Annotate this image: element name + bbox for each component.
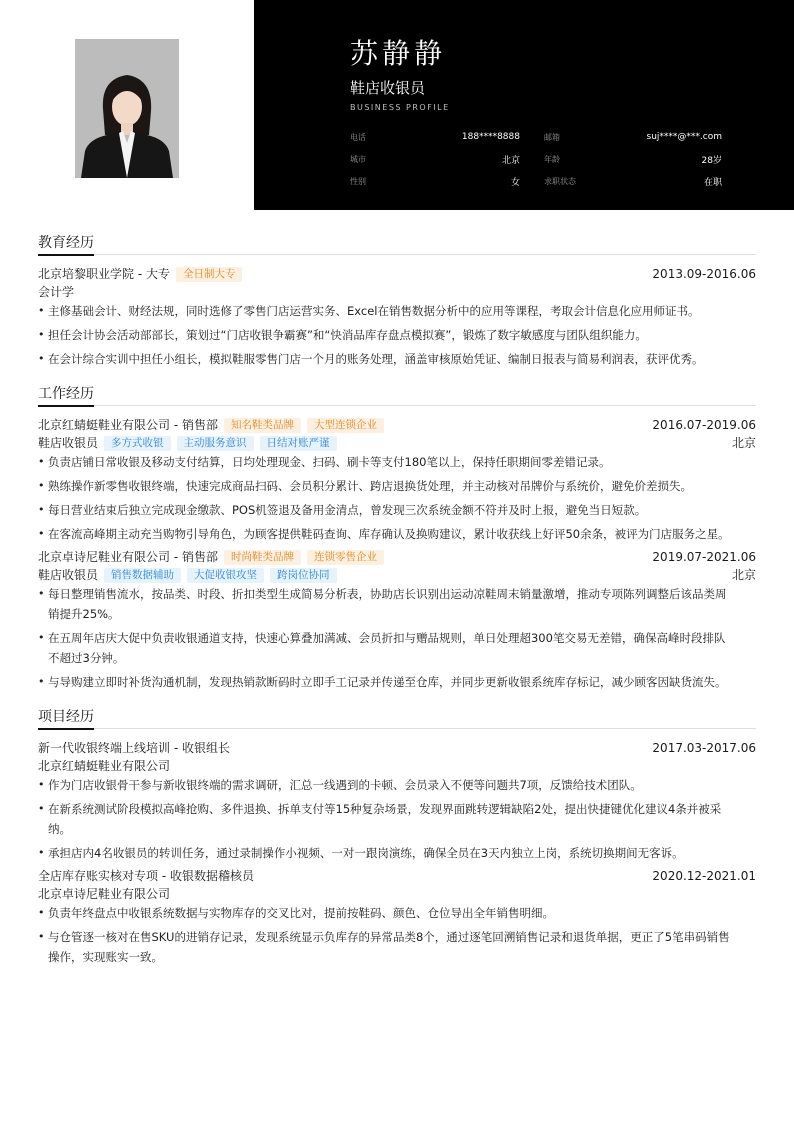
list-item: • 与仓管逐一核对在售SKU的进销存记录，发现系统显示负库存的异常品类8个，通过逐笔回溯销售记录和退货单据，更正了5笔串码销售操作，实现账实一致。 [38,927,756,967]
info-value: 28岁 [701,155,722,166]
list-item: • 在客流高峰期主动充当购物引导角色，为顾客提供鞋码查询、库存确认及换购建议，累计收获线上好评50余条，被评为门店服务之星。 [38,524,756,544]
resume-header [0,0,794,210]
entry-subheading [38,434,756,452]
entry-date: 2019.07-2021.06 [652,550,756,564]
entry-subheading [38,566,756,584]
major-name: 会计学 [38,285,75,299]
info-value: 北京 [501,155,520,166]
company-tag: 连锁零售企业 [307,550,384,565]
entry-subheading-left [38,434,337,452]
info-label: 邮箱 [544,132,560,142]
info-row [350,148,722,170]
work-city: 北京 [731,568,756,582]
candidate-name: 苏静静 [350,37,447,70]
entry-heading [38,548,756,566]
role-name: 鞋店收银员 [38,568,99,582]
entry-date: 2017.03-2017.06 [652,741,756,755]
entry-heading [38,416,756,434]
entry-date: 2016.07-2019.06 [652,418,756,432]
contact-info-grid [350,126,722,192]
bullet-list [38,584,756,692]
company-tag: 知名鞋类品牌 [224,418,301,433]
entry-subheading [38,885,756,903]
skill-tag: 销售数据辅助 [104,568,181,583]
education-entry [38,265,756,369]
header-panel [254,0,794,210]
list-item: • 每日整理销售流水，按品类、时段、折扣类型生成简易分析表，协助店长识别出运动凉鞋周末销量激增，推动专项陈列调整后该品类周销提升25%。 [38,584,756,624]
entry-heading-left [38,548,384,566]
list-item: • 承担店内4名收银员的转训任务，通过录制操作小视频、一对一跟岗演练，确保全员在3天内独立上岗，系统切换期间无客诉。 [38,843,756,863]
info-age [536,153,722,166]
role-name: 鞋店收银员 [38,436,99,450]
project-name: 新一代收银终端上线培训 - 收银组长 [38,741,230,755]
list-item: • 在新系统测试阶段模拟高峰抢购、多件退换、拆单支付等15种复杂场景，发现界面跳转逻辑缺陷2处，提出快捷键优化建议4条并被采纳。 [38,799,756,839]
section-header [38,383,756,406]
info-label: 性别 [350,176,366,186]
bullet-list [38,452,756,544]
info-gender [350,175,536,188]
list-item: • 负责店铺日常收银及移动支付结算，日均处理现金、扫码、刷卡等支付180笔以上，保持任职期间零差错记录。 [38,452,756,472]
profile-photo [75,39,179,178]
list-item: • 在会计综合实训中担任小组长，模拟鞋服零售门店一个月的账务处理，涵盖审核原始凭证、编制日报表与简易利润表，获评优秀。 [38,349,756,369]
info-value: 在职 [703,177,722,188]
entry-heading [38,739,756,757]
work-city: 北京 [731,436,756,450]
skill-tag: 大促收银攻坚 [187,568,264,583]
project-company: 北京卓诗尼鞋业有限公司 [38,887,171,901]
info-label: 电话 [350,132,366,142]
list-item: • 每日营业结束后独立完成现金缴款、POS机签退及备用金清点，曾发现三次系统金额不符并及时上报，避免当日短款。 [38,500,756,520]
project-section [38,706,756,967]
section-title: 项目经历 [38,707,94,730]
info-city [350,153,536,166]
info-value: suj****@***.com [646,132,722,142]
bullet-list [38,775,756,863]
info-row [350,170,722,192]
section-header [38,706,756,729]
info-row [350,126,722,148]
project-entry [38,739,756,863]
info-label: 城市 [350,154,366,164]
company-name: 北京红蜻蜓鞋业有限公司 - 销售部 [38,418,218,432]
resume-body [38,232,756,981]
work-section [38,383,756,692]
company-tag: 时尚鞋类品牌 [224,550,301,565]
work-entry [38,416,756,544]
entry-subheading-left [38,566,337,584]
company-name: 北京卓诗尼鞋业有限公司 - 销售部 [38,550,218,564]
school-name: 北京培黎职业学院 - 大专 [38,267,170,281]
skill-tag: 主动服务意识 [177,436,254,451]
portrait-illustration [75,39,179,178]
info-label: 年龄 [544,154,560,164]
list-item: • 担任会计协会活动部部长，策划过“门店收银争霸赛”和“快消品库存盘点模拟赛”，锻炼了数字敏感度与团队组织能力。 [38,325,756,345]
project-entry [38,867,756,967]
info-email [536,132,722,143]
entry-date: 2013.09-2016.06 [652,267,756,281]
job-title: 鞋店收银员 [350,79,426,97]
list-item: • 作为门店收银骨干参与新收银终端的需求调研，汇总一线遇到的卡顿、会员录入不便等问题共7项，反馈给技术团队。 [38,775,756,795]
info-value: 188****8888 [461,132,520,142]
section-title: 工作经历 [38,384,94,407]
section-title: 教育经历 [38,233,94,256]
list-item: • 与导购建立即时补货沟通机制，发现热销款断码时立即手工记录并传递至仓库，并同步更新收银系统库存标记，减少顾客因缺货流失。 [38,672,756,692]
project-company: 北京红蜻蜓鞋业有限公司 [38,759,171,773]
section-header [38,232,756,255]
bullet-list [38,301,756,369]
skill-tag: 日结对账严谨 [260,436,337,451]
list-item: • 主修基础会计、财经法规，同时选修了零售门店运营实务、Excel在销售数据分析中的应用等课程，考取会计信息化应用师证书。 [38,301,756,321]
entry-heading [38,265,756,283]
entry-heading-left [38,265,242,283]
entry-subheading [38,757,756,775]
education-tag: 全日制大专 [176,267,243,282]
skill-tag: 跨岗位协同 [270,568,337,583]
entry-heading [38,867,756,885]
work-entry [38,548,756,692]
list-item: • 在五周年店庆大促中负责收银通道支持，快速心算叠加满减、会员折扣与赠品规则，单日处理超300笔交易无差错，确保高峰时段排队不超过3分钟。 [38,628,756,668]
info-status [536,175,722,188]
education-section [38,232,756,369]
profile-subtitle: BUSINESS PROFILE [350,103,450,112]
bullet-list [38,903,756,967]
list-item: • 熟练操作新零售收银终端，快速完成商品扫码、会员积分累计、跨店退换货处理，并主动核对吊牌价与系统价，避免价差损失。 [38,476,756,496]
info-label: 求职状态 [544,176,576,186]
entry-date: 2020.12-2021.01 [652,869,756,883]
project-name: 全店库存账实核对专项 - 收银数据稽核员 [38,869,254,883]
list-item: • 负责年终盘点中收银系统数据与实物库存的交叉比对，提前按鞋码、颜色、仓位导出全年销售明细。 [38,903,756,923]
skill-tag: 多方式收银 [104,436,171,451]
info-phone [350,132,536,143]
entry-subheading [38,283,756,301]
company-tag: 大型连锁企业 [307,418,384,433]
info-value: 女 [510,177,520,188]
entry-heading-left [38,416,384,434]
